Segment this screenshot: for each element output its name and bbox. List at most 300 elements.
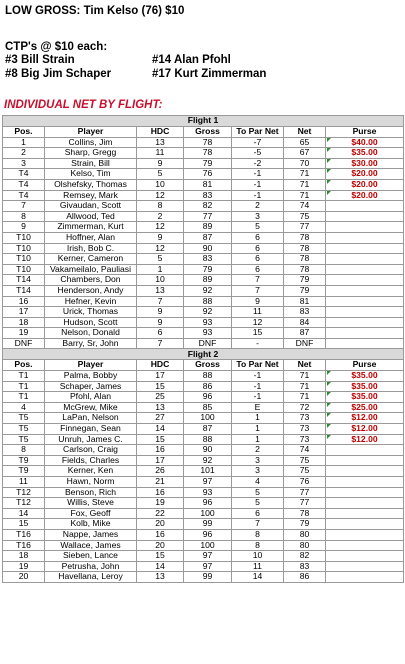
- cell-hdc: 13: [137, 285, 184, 296]
- cell-player: Finnegan, Sean: [45, 424, 137, 435]
- cell-net: 72: [284, 402, 326, 413]
- cell-hdc: 6: [137, 328, 184, 339]
- cell-purse: [326, 232, 404, 243]
- cell-to-par-net: -1: [232, 190, 284, 201]
- cell-pos: 20: [3, 572, 45, 583]
- column-header-pos: Pos.: [3, 127, 45, 138]
- cell-net: 82: [284, 551, 326, 562]
- cell-player: Hefner, Kevin: [45, 296, 137, 307]
- cell-purse: [326, 222, 404, 233]
- cell-hdc: 12: [137, 222, 184, 233]
- table-row: [3, 413, 404, 424]
- cell-player: Sharp, Gregg: [45, 148, 137, 159]
- cell-net: 74: [284, 201, 326, 212]
- cell-player: Barry, Sr, John: [45, 338, 137, 349]
- cell-net: 75: [284, 455, 326, 466]
- cell-hdc: 13: [137, 402, 184, 413]
- column-header-row: [3, 127, 404, 138]
- cell-pos: T14: [3, 275, 45, 286]
- cell-purse: [326, 317, 404, 328]
- cell-pos: T1: [3, 392, 45, 403]
- cell-gross: 97: [184, 551, 232, 562]
- table-row: [3, 477, 404, 488]
- cell-hdc: 16: [137, 487, 184, 498]
- cell-player: Vakameilalo, Pauliasi: [45, 264, 137, 275]
- table-row: [3, 561, 404, 572]
- cell-gross: 93: [184, 328, 232, 339]
- cell-purse: $12.00: [326, 424, 404, 435]
- cell-pos: 16: [3, 296, 45, 307]
- cell-net: 79: [284, 275, 326, 286]
- cell-pos: T1: [3, 381, 45, 392]
- cell-player: Urick, Thomas: [45, 307, 137, 318]
- cell-hdc: 22: [137, 508, 184, 519]
- table-row: [3, 392, 404, 403]
- column-header-hdc: HDC: [137, 360, 184, 371]
- cell-gross: 78: [184, 148, 232, 159]
- cell-gross: 96: [184, 529, 232, 540]
- cell-net: 80: [284, 529, 326, 540]
- cell-to-par-net: 8: [232, 529, 284, 540]
- table-row: [3, 402, 404, 413]
- cell-purse: [326, 477, 404, 488]
- cell-pos: 18: [3, 317, 45, 328]
- cell-to-par-net: 6: [232, 254, 284, 265]
- cell-gross: 89: [184, 222, 232, 233]
- cell-pos: T16: [3, 529, 45, 540]
- cell-gross: 97: [184, 561, 232, 572]
- cell-pos: 4: [3, 402, 45, 413]
- cell-player: Zimmerman, Kurt: [45, 222, 137, 233]
- cell-purse: $20.00: [326, 190, 404, 201]
- cell-gross: 100: [184, 413, 232, 424]
- cell-net: 78: [284, 508, 326, 519]
- cell-hdc: 16: [137, 529, 184, 540]
- cell-to-par-net: 7: [232, 275, 284, 286]
- cell-purse: $35.00: [326, 381, 404, 392]
- column-header-net: Net: [284, 127, 326, 138]
- cell-player: LaPan, Nelson: [45, 413, 137, 424]
- table-row: [3, 317, 404, 328]
- cell-hdc: 9: [137, 232, 184, 243]
- cell-purse: [326, 285, 404, 296]
- column-header-gross: Gross: [184, 127, 232, 138]
- flight-title: Flight 1: [3, 116, 404, 127]
- cell-net: 87: [284, 328, 326, 339]
- cell-net: 78: [284, 254, 326, 265]
- cell-to-par-net: -1: [232, 371, 284, 382]
- cell-net: 70: [284, 158, 326, 169]
- cell-hdc: 7: [137, 338, 184, 349]
- cell-gross: 92: [184, 455, 232, 466]
- table-row: [3, 254, 404, 265]
- table-row: [3, 487, 404, 498]
- cell-pos: T10: [3, 243, 45, 254]
- cell-net: DNF: [284, 338, 326, 349]
- table-row: [3, 211, 404, 222]
- column-header-to-par-net: To Par Net: [232, 360, 284, 371]
- cell-to-par-net: 5: [232, 222, 284, 233]
- cell-purse: $30.00: [326, 158, 404, 169]
- column-header-player: Player: [45, 360, 137, 371]
- cell-gross: 97: [184, 477, 232, 488]
- cell-gross: 87: [184, 424, 232, 435]
- cell-player: Hudson, Scott: [45, 317, 137, 328]
- cell-to-par-net: 11: [232, 307, 284, 318]
- cell-player: Benson, Rich: [45, 487, 137, 498]
- cell-gross: 96: [184, 498, 232, 509]
- cell-purse: [326, 264, 404, 275]
- cell-purse: [326, 338, 404, 349]
- low-gross-heading: LOW GROSS: Tim Kelso (76) $10: [5, 5, 185, 17]
- cell-hdc: 19: [137, 498, 184, 509]
- cell-pos: 3: [3, 158, 45, 169]
- cell-net: 77: [284, 222, 326, 233]
- cell-hdc: 15: [137, 551, 184, 562]
- cell-purse: [326, 540, 404, 551]
- cell-pos: 1: [3, 137, 45, 148]
- cell-to-par-net: 6: [232, 264, 284, 275]
- cell-player: Willis, Steve: [45, 498, 137, 509]
- cell-pos: 2: [3, 148, 45, 159]
- cell-net: 79: [284, 285, 326, 296]
- table-row: [3, 455, 404, 466]
- results-table: [2, 115, 404, 583]
- cell-purse: [326, 445, 404, 456]
- cell-player: Allwood, Ted: [45, 211, 137, 222]
- cell-player: Kelso, Tim: [45, 169, 137, 180]
- ctp-hole-3: #3 Bill Strain: [5, 54, 75, 66]
- table-row: [3, 137, 404, 148]
- cell-hdc: 20: [137, 519, 184, 530]
- cell-purse: [326, 307, 404, 318]
- cell-pos: 8: [3, 211, 45, 222]
- cell-to-par-net: 15: [232, 328, 284, 339]
- table-row: [3, 572, 404, 583]
- table-row: [3, 529, 404, 540]
- cell-pos: 17: [3, 307, 45, 318]
- cell-to-par-net: -7: [232, 137, 284, 148]
- cell-net: 75: [284, 211, 326, 222]
- results-body: [3, 116, 404, 583]
- cell-to-par-net: 12: [232, 317, 284, 328]
- cell-purse: [326, 275, 404, 286]
- cell-to-par-net: 7: [232, 285, 284, 296]
- cell-hdc: 9: [137, 158, 184, 169]
- cell-gross: 99: [184, 519, 232, 530]
- ctp-heading: CTP's @ $10 each:: [5, 41, 108, 53]
- cell-purse: [326, 561, 404, 572]
- section-title: INDIVIDUAL NET BY FLIGHT:: [4, 99, 163, 111]
- cell-hdc: 1: [137, 264, 184, 275]
- table-row: [3, 307, 404, 318]
- cell-gross: 99: [184, 572, 232, 583]
- cell-net: 73: [284, 434, 326, 445]
- cell-net: 71: [284, 179, 326, 190]
- cell-player: Hoffner, Alan: [45, 232, 137, 243]
- cell-gross: 90: [184, 243, 232, 254]
- cell-net: 84: [284, 317, 326, 328]
- cell-pos: 19: [3, 328, 45, 339]
- cell-player: Irish, Bob C.: [45, 243, 137, 254]
- table-row: [3, 551, 404, 562]
- cell-hdc: 5: [137, 254, 184, 265]
- cell-player: Chambers, Don: [45, 275, 137, 286]
- cell-to-par-net: 6: [232, 243, 284, 254]
- table-row: [3, 179, 404, 190]
- flight-title: Flight 2: [3, 349, 404, 360]
- cell-net: 78: [284, 243, 326, 254]
- ctp-hole-14: #14 Alan Pfohl: [152, 54, 231, 66]
- cell-to-par-net: 3: [232, 455, 284, 466]
- column-header-to-par-net: To Par Net: [232, 127, 284, 138]
- table-row: [3, 434, 404, 445]
- cell-player: Wallace, James: [45, 540, 137, 551]
- table-row: [3, 371, 404, 382]
- cell-pos: 19: [3, 561, 45, 572]
- cell-pos: T14: [3, 285, 45, 296]
- table-row: [3, 158, 404, 169]
- cell-to-par-net: -1: [232, 381, 284, 392]
- cell-purse: $35.00: [326, 371, 404, 382]
- table-row: [3, 243, 404, 254]
- cell-player: Kerner, Cameron: [45, 254, 137, 265]
- cell-player: McGrew, Mike: [45, 402, 137, 413]
- cell-player: Sieben, Lance: [45, 551, 137, 562]
- cell-player: Collins, Jim: [45, 137, 137, 148]
- cell-pos: 8: [3, 445, 45, 456]
- cell-pos: T9: [3, 466, 45, 477]
- cell-pos: 14: [3, 508, 45, 519]
- table-row: [3, 275, 404, 286]
- cell-player: Carlson, Craig: [45, 445, 137, 456]
- cell-hdc: 15: [137, 434, 184, 445]
- cell-purse: [326, 508, 404, 519]
- cell-player: Fox, Geoff: [45, 508, 137, 519]
- column-header-pos: Pos.: [3, 360, 45, 371]
- table-row: [3, 148, 404, 159]
- table-row: [3, 201, 404, 212]
- cell-hdc: 15: [137, 381, 184, 392]
- cell-player: Fields, Charles: [45, 455, 137, 466]
- cell-pos: T12: [3, 487, 45, 498]
- cell-pos: 11: [3, 477, 45, 488]
- cell-net: 71: [284, 169, 326, 180]
- cell-to-par-net: -1: [232, 169, 284, 180]
- cell-net: 78: [284, 264, 326, 275]
- cell-hdc: 27: [137, 413, 184, 424]
- cell-purse: [326, 498, 404, 509]
- cell-to-par-net: 7: [232, 519, 284, 530]
- cell-pos: 7: [3, 201, 45, 212]
- cell-net: 71: [284, 381, 326, 392]
- cell-to-par-net: 1: [232, 434, 284, 445]
- cell-player: Strain, Bill: [45, 158, 137, 169]
- cell-hdc: 9: [137, 307, 184, 318]
- cell-purse: $35.00: [326, 148, 404, 159]
- cell-hdc: 8: [137, 201, 184, 212]
- cell-gross: 81: [184, 179, 232, 190]
- cell-player: Schaper, James: [45, 381, 137, 392]
- cell-hdc: 13: [137, 572, 184, 583]
- cell-pos: T1: [3, 371, 45, 382]
- cell-gross: 92: [184, 307, 232, 318]
- table-row: [3, 169, 404, 180]
- cell-net: 77: [284, 498, 326, 509]
- cell-purse: [326, 328, 404, 339]
- cell-to-par-net: 5: [232, 487, 284, 498]
- table-row: [3, 498, 404, 509]
- cell-gross: 96: [184, 392, 232, 403]
- cell-net: 65: [284, 137, 326, 148]
- cell-gross: 93: [184, 317, 232, 328]
- cell-player: Pfohl, Alan: [45, 392, 137, 403]
- cell-net: 80: [284, 540, 326, 551]
- cell-purse: $35.00: [326, 392, 404, 403]
- cell-hdc: 17: [137, 371, 184, 382]
- table-row: [3, 540, 404, 551]
- cell-to-par-net: 6: [232, 508, 284, 519]
- cell-pos: T4: [3, 169, 45, 180]
- cell-purse: [326, 296, 404, 307]
- table-row: [3, 508, 404, 519]
- cell-to-par-net: 3: [232, 211, 284, 222]
- cell-purse: [326, 211, 404, 222]
- table-row: [3, 222, 404, 233]
- cell-hdc: 11: [137, 148, 184, 159]
- table-row: [3, 285, 404, 296]
- cell-net: 71: [284, 371, 326, 382]
- cell-to-par-net: -1: [232, 179, 284, 190]
- cell-hdc: 25: [137, 392, 184, 403]
- cell-to-par-net: -: [232, 338, 284, 349]
- cell-to-par-net: 14: [232, 572, 284, 583]
- cell-gross: 83: [184, 254, 232, 265]
- cell-net: 71: [284, 190, 326, 201]
- cell-net: 73: [284, 413, 326, 424]
- cell-purse: [326, 572, 404, 583]
- cell-hdc: 16: [137, 445, 184, 456]
- cell-to-par-net: 11: [232, 561, 284, 572]
- cell-hdc: 12: [137, 243, 184, 254]
- column-header-purse: Purse: [326, 360, 404, 371]
- cell-pos: T5: [3, 424, 45, 435]
- cell-hdc: 13: [137, 137, 184, 148]
- cell-purse: [326, 201, 404, 212]
- table-row: [3, 445, 404, 456]
- column-header-purse: Purse: [326, 127, 404, 138]
- cell-hdc: 2: [137, 211, 184, 222]
- cell-gross: 100: [184, 540, 232, 551]
- cell-gross: 88: [184, 434, 232, 445]
- cell-hdc: 17: [137, 455, 184, 466]
- cell-player: Kolb, Mike: [45, 519, 137, 530]
- cell-pos: DNF: [3, 338, 45, 349]
- cell-player: Unruh, James C.: [45, 434, 137, 445]
- cell-purse: $12.00: [326, 434, 404, 445]
- cell-purse: [326, 243, 404, 254]
- cell-to-par-net: 1: [232, 413, 284, 424]
- cell-purse: [326, 487, 404, 498]
- cell-hdc: 14: [137, 561, 184, 572]
- cell-to-par-net: 4: [232, 477, 284, 488]
- cell-pos: 18: [3, 551, 45, 562]
- cell-gross: 93: [184, 487, 232, 498]
- cell-net: 86: [284, 572, 326, 583]
- cell-hdc: 7: [137, 296, 184, 307]
- cell-hdc: 20: [137, 540, 184, 551]
- table-row: [3, 381, 404, 392]
- cell-purse: [326, 466, 404, 477]
- table-row: [3, 338, 404, 349]
- column-header-row: [3, 360, 404, 371]
- cell-hdc: 26: [137, 466, 184, 477]
- cell-purse: $40.00: [326, 137, 404, 148]
- cell-net: 71: [284, 392, 326, 403]
- cell-pos: 9: [3, 222, 45, 233]
- cell-net: 83: [284, 307, 326, 318]
- cell-purse: $12.00: [326, 413, 404, 424]
- cell-gross: 90: [184, 445, 232, 456]
- cell-gross: 78: [184, 137, 232, 148]
- cell-gross: 92: [184, 285, 232, 296]
- cell-to-par-net: -1: [232, 392, 284, 403]
- cell-player: Havellana, Leroy: [45, 572, 137, 583]
- cell-player: Givaudan, Scott: [45, 201, 137, 212]
- cell-hdc: 9: [137, 317, 184, 328]
- cell-gross: 89: [184, 275, 232, 286]
- cell-gross: 76: [184, 169, 232, 180]
- cell-hdc: 10: [137, 275, 184, 286]
- cell-to-par-net: -5: [232, 148, 284, 159]
- cell-to-par-net: 5: [232, 498, 284, 509]
- cell-gross: 79: [184, 264, 232, 275]
- cell-gross: 85: [184, 402, 232, 413]
- column-header-player: Player: [45, 127, 137, 138]
- cell-pos: T10: [3, 264, 45, 275]
- cell-gross: DNF: [184, 338, 232, 349]
- cell-to-par-net: 2: [232, 201, 284, 212]
- cell-pos: T10: [3, 232, 45, 243]
- cell-pos: T16: [3, 540, 45, 551]
- cell-pos: T12: [3, 498, 45, 509]
- cell-net: 76: [284, 477, 326, 488]
- cell-hdc: 21: [137, 477, 184, 488]
- cell-player: Nappe, James: [45, 529, 137, 540]
- cell-purse: [326, 551, 404, 562]
- table-row: [3, 424, 404, 435]
- cell-to-par-net: -2: [232, 158, 284, 169]
- cell-to-par-net: 6: [232, 232, 284, 243]
- cell-to-par-net: 2: [232, 445, 284, 456]
- cell-hdc: 5: [137, 169, 184, 180]
- column-header-gross: Gross: [184, 360, 232, 371]
- cell-player: Petrusha, John: [45, 561, 137, 572]
- cell-pos: T4: [3, 190, 45, 201]
- cell-gross: 83: [184, 190, 232, 201]
- cell-pos: T10: [3, 254, 45, 265]
- cell-purse: $20.00: [326, 179, 404, 190]
- cell-purse: $20.00: [326, 169, 404, 180]
- cell-to-par-net: 8: [232, 540, 284, 551]
- cell-net: 75: [284, 466, 326, 477]
- table-row: [3, 232, 404, 243]
- cell-net: 78: [284, 232, 326, 243]
- cell-gross: 100: [184, 508, 232, 519]
- cell-player: Nelson, Donald: [45, 328, 137, 339]
- cell-net: 83: [284, 561, 326, 572]
- flight-1-header: [3, 116, 404, 127]
